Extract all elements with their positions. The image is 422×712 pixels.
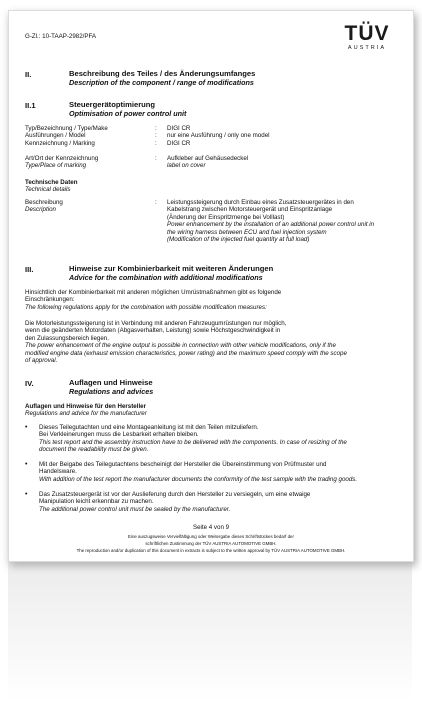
bullet-line: Bei Verkleinerungen muss die Lesbarkeit erhalten bleiben.	[39, 431, 199, 439]
bullet-line: Das Zusatzsteuergerät ist vor der Auslieferung durch den Hersteller zu versiegeln, um eine etwaige	[39, 491, 311, 498]
section-2-1-number: II.1	[25, 101, 36, 110]
field-row	[25, 140, 405, 147]
section-3-title-en: Advice for the combination with additional modifications	[69, 272, 263, 282]
section-2-1-heading	[69, 101, 186, 118]
paragraph-line: den Zulassungsbereich liegen.	[25, 334, 109, 342]
section-2-1-title: Steuergerätoptimierung	[69, 100, 156, 109]
paragraph-line: Hinsichtlich der Kombinierbarkeit mit anderen möglichen Umrüstmaßnahmen gibt es folgende	[25, 289, 282, 296]
field-label: Ausführungen / Model	[25, 132, 86, 140]
desc-line-en: (Modification of the injected fuel quantity at full load)	[167, 236, 310, 244]
fields-table	[25, 125, 405, 147]
colon: :	[155, 125, 157, 132]
bullet-line-en: With addition of the test report the manufacturer documents the conformity of the test sample with the trading goods.	[39, 475, 358, 483]
bullet-icon: •	[25, 424, 28, 431]
bullet-line: Handelsware.	[39, 468, 77, 476]
section-3-heading	[69, 265, 273, 282]
page-number: Seite 4 von 9	[192, 524, 230, 531]
section-2-1-title-en: Optimisation of power control unit	[69, 108, 187, 118]
colon: :	[155, 132, 157, 140]
section-4-subheading	[25, 403, 147, 418]
section-2-number: II.	[25, 70, 32, 79]
section-3-title: Hinweise zur Kombinierbarkeit mit weiteren Änderungen	[69, 264, 274, 273]
footer-line: Eine auszugsweise Vervielfältigung oder Weitergabe dieses Schriftstückes bedarf der	[128, 534, 294, 539]
colon: :	[155, 199, 157, 206]
field-value: DIGI CR	[167, 125, 191, 132]
description-label-en: Description	[25, 206, 56, 214]
colon: :	[155, 155, 157, 162]
colon: :	[155, 139, 157, 147]
description-row	[25, 199, 409, 243]
document-reference: G-Zl.: 10-TAAP-2982/PFA	[25, 33, 97, 40]
section-4-title-en: Regulations and advices	[69, 386, 154, 396]
desc-line-en: Power enhancement by the installation of an additional power control unit in	[167, 221, 375, 229]
logo-subtitle: AUSTRIA	[347, 45, 387, 51]
subheading: Auflagen und Hinweise für den Hersteller	[25, 403, 147, 410]
paragraph-line: Einschränkungen:	[25, 296, 75, 304]
bullet-line: Manipulation leicht erkennbar zu machen.	[39, 498, 154, 506]
section-4-number: IV.	[25, 379, 34, 388]
tuv-austria-logo	[331, 23, 403, 51]
field-row	[25, 132, 405, 139]
section-3-number: III.	[25, 265, 34, 274]
field-label: Typ/Bezeichnung / Type/Make	[25, 125, 108, 132]
bullet-icon: •	[25, 461, 28, 468]
desc-line: Kabelstrang zwischen Motorsteuergerät und Einspritzanlage	[167, 206, 333, 214]
bullet-line-en: The additional power control unit must be sealed by the manufacturer.	[39, 505, 231, 513]
logo-brand: TÜV	[344, 22, 390, 45]
technical-details-heading	[25, 179, 78, 194]
bullet-line: Mit der Beigabe des Teilegutachtens bescheinigt der Hersteller die Übereinstimmung von Prüfmuster und	[39, 461, 327, 468]
footer-line-en: The reproduction and/or duplication of this document in extracts is subject to the written approval by TÜV AUSTRIA AUTOMOTIVE GMBH.	[76, 548, 346, 553]
description-text	[167, 199, 374, 243]
marking-label: Art/Ort der Kennzeichnung	[25, 155, 99, 162]
bullet-line-en: This test report and the assembly instruction have to be delivered with the components. In case of resizing of the	[39, 438, 347, 446]
section-3-paragraph-1	[25, 289, 409, 311]
paragraph-line-en: modified engine data (exhaust emission characteristics, power rating) and the maximum speed comply with the scope	[25, 349, 347, 357]
bullet-item	[25, 424, 409, 454]
field-label: Kennzeichnung / Marking	[25, 139, 95, 147]
tech-title-en: Technical details	[25, 186, 71, 194]
desc-line-en: the wiring harness between ECU and fuel injection system	[167, 228, 327, 236]
document-page	[8, 10, 414, 562]
section-2-heading	[69, 70, 255, 87]
paragraph-line-en: The following regulations apply for the combination with possible modification measures:	[25, 303, 267, 311]
bullet-item	[25, 491, 409, 513]
bullet-line-en: document the readability must be given.	[39, 446, 149, 454]
field-value: nur eine Ausführung / only one model	[167, 132, 270, 140]
desc-line: Leistungssteigerung durch Einbau eines Zusatzsteuergerätes in den	[167, 199, 354, 206]
marking-row	[25, 155, 405, 170]
subheading-en: Regulations and advice for the manufacturer	[25, 410, 147, 418]
marking-value: Aufkleber auf Gehäusedeckel	[167, 155, 249, 162]
paragraph-line-en: The power enhancement of the engine output is possible in connection with other vehicle modifications, only if the	[25, 342, 336, 350]
paragraph-line-en: of approval.	[25, 357, 58, 365]
paragraph-line: Die Motorleistungssteigerung ist in Verbindung mit anderen Fahrzeugumrüstungen nur möglich,	[25, 320, 287, 327]
field-value: DIGI CR	[167, 139, 191, 147]
page-reflection	[8, 562, 412, 702]
marking-label-en: Type/Place of marking	[25, 162, 87, 170]
paragraph-line: wenn die geänderten Motordaten (Abgasverhalten, Leistung) sowie Höchstgeschwindigkeit in	[25, 327, 281, 335]
desc-line: (Änderung der Einspritzmenge bei Volllast)	[167, 213, 285, 221]
field-row	[25, 125, 405, 132]
bullet-line: Dieses Teilegutachten und eine Montageanleitung ist mit den Teilen mitzuliefern.	[39, 424, 259, 431]
section-3-paragraph-2	[25, 320, 409, 364]
tech-title: Technische Daten	[25, 179, 78, 186]
marking-value-en: label on cover	[167, 162, 206, 170]
bullet-item	[25, 461, 409, 483]
section-2-title: Beschreibung des Teiles / des Änderungsumfanges	[69, 69, 256, 78]
section-4-heading	[69, 379, 153, 396]
bullet-icon: •	[25, 491, 28, 498]
footer-line: schriftlichen Zustimmung der TÜV AUSTRIA AUTOMOTIVE GMBH.	[145, 541, 277, 546]
section-4-title: Auflagen und Hinweise	[69, 378, 153, 387]
description-label: Beschreibung	[25, 199, 63, 206]
section-2-title-en: Description of the component / range of modifications	[69, 77, 254, 87]
